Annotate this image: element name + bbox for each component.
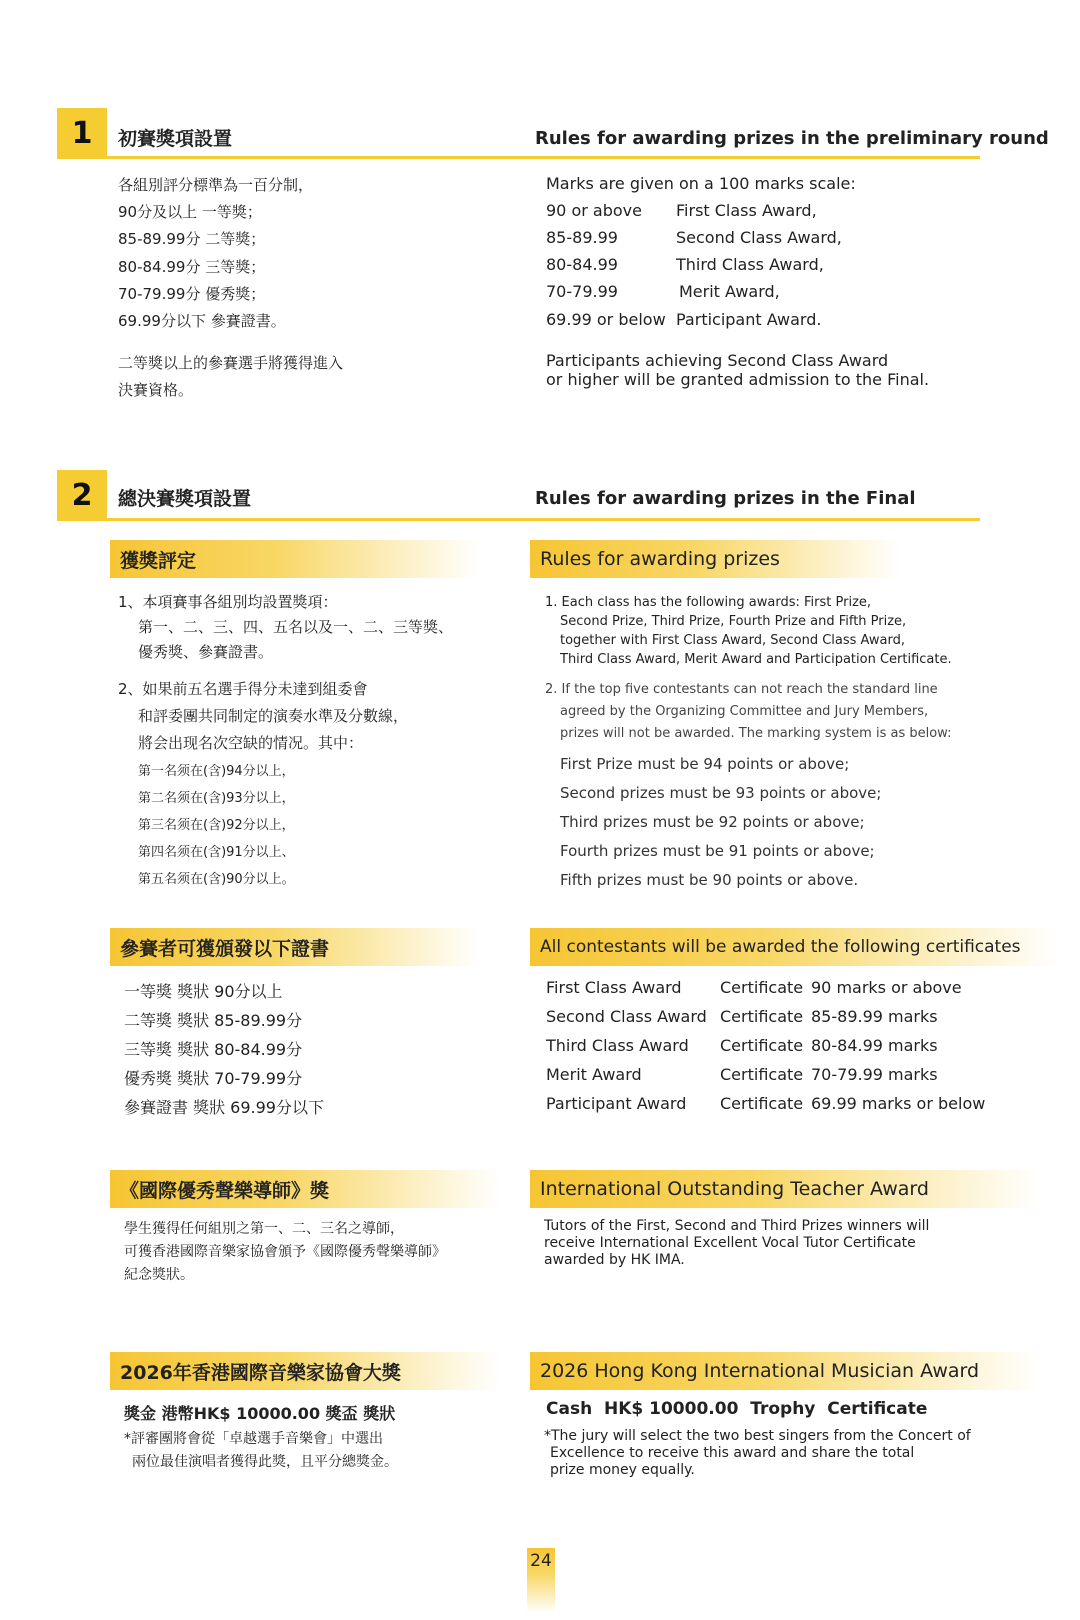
en-sub-line: Fourth prizes must be 91 points or above; bbox=[560, 842, 875, 860]
cn-rule-line: 90分及以上 一等獎； bbox=[118, 203, 262, 222]
en-award: Participant Award. bbox=[676, 310, 822, 329]
en-note-line: Participants achieving Second Class Award bbox=[546, 351, 889, 370]
en-sub-line: First Prize must be 94 points or above; bbox=[560, 755, 850, 773]
cn-note-line: 決賽資格。 bbox=[118, 381, 194, 399]
section-1-en-intro: Marks are given on a 100 marks scale: bbox=[546, 174, 856, 193]
grand-band-cn: 2026年香港國際音樂家協會大獎 bbox=[110, 1352, 500, 1390]
grand-cn-note-line: *評審團將會從「卓越選手音樂會」中選出 bbox=[124, 1431, 383, 1447]
cert-type: Certificate bbox=[720, 978, 804, 997]
cn-sub-line: 第三名须在(含)92分以上， bbox=[138, 818, 295, 833]
section-1-title-cn: 初賽獎項設置 bbox=[118, 128, 233, 150]
en-award: Merit Award, bbox=[679, 282, 780, 301]
cn-cert-line: 二等獎 獎狀 85-89.99分 bbox=[124, 1011, 303, 1030]
grand-cn-note bbox=[124, 1428, 398, 1474]
awards-en-item-2-sub bbox=[560, 750, 881, 895]
cert-marks: 85-89.99 marks bbox=[811, 1007, 938, 1026]
cn-cert-line: 參賽證書 獎狀 69.99分以下 bbox=[124, 1098, 324, 1117]
cert-type: Certificate bbox=[720, 1094, 804, 1113]
en-range: 70-79.99 bbox=[546, 282, 618, 301]
en-range: 80-84.99 bbox=[546, 255, 618, 274]
en-item-line: Second Prize, Third Prize, Fourth Prize and Fifth Prize, bbox=[560, 614, 907, 629]
awards-cn-item-2-sub bbox=[138, 758, 295, 893]
cn-item-line: 1、本項賽事各組別均設置獎項： bbox=[118, 593, 338, 611]
grand-en-note bbox=[544, 1428, 971, 1479]
en-item-line: together with First Class Award, Second Class Award, bbox=[560, 633, 906, 648]
grand-en-note-line: prize money equally. bbox=[550, 1462, 695, 1478]
cn-rule-line: 各組別評分標準為一百分制， bbox=[118, 176, 314, 194]
section-1-title-en: Rules for awarding prizes in the preliminary round bbox=[535, 128, 1049, 149]
en-award: Third Class Award, bbox=[676, 255, 824, 274]
section-2-title-en: Rules for awarding prizes in the Final bbox=[535, 488, 916, 509]
en-item-line: 1. Each class has the following awards: First Prize, bbox=[545, 595, 872, 610]
teacher-cn-line: 學生獲得任何組別之第一、二、三名之導師， bbox=[124, 1221, 404, 1237]
en-item-line: prizes will not be awarded. The marking system is as below: bbox=[560, 726, 952, 741]
section-1-cn-note bbox=[118, 350, 343, 404]
awards-cn-item-1 bbox=[118, 590, 453, 665]
cn-cert-line: 優秀獎 獎狀 70-79.99分 bbox=[124, 1069, 303, 1088]
cn-rule-line: 85-89.99分 二等獎； bbox=[118, 230, 266, 249]
cn-sub-line: 第二名须在(含)93分以上， bbox=[138, 791, 295, 806]
teacher-en-line: receive International Excellent Vocal Tutor Certificate bbox=[544, 1235, 916, 1251]
cert-marks: 70-79.99 marks bbox=[811, 1065, 938, 1084]
teacher-band-en: International Outstanding Teacher Award bbox=[530, 1170, 1040, 1208]
cert-type: Certificate bbox=[720, 1007, 804, 1026]
section-1-en-note bbox=[546, 351, 929, 389]
en-sub-line: Fifth prizes must be 90 points or above. bbox=[560, 871, 859, 889]
cn-rule-line: 69.99分以下 參賽證書。 bbox=[118, 312, 286, 331]
en-item-line: agreed by the Organizing Committee and Jury Members, bbox=[560, 704, 929, 719]
section-2-title-cn: 總決賽獎項設置 bbox=[118, 488, 252, 510]
section-1-number: 1 bbox=[57, 108, 107, 158]
certificates-band-cn: 參賽者可獲頒發以下證書 bbox=[110, 928, 480, 966]
awards-en-item-2 bbox=[545, 679, 951, 745]
page-number: 24 bbox=[527, 1548, 555, 1613]
cert-type: Certificate bbox=[720, 1065, 804, 1084]
grand-cn-note-line: 兩位最佳演唱者獲得此獎，且平分總獎金。 bbox=[132, 1454, 398, 1470]
cert-marks: 90 marks or above bbox=[811, 978, 962, 997]
grand-en-note-line: *The jury will select the two best singers from the Concert of bbox=[544, 1428, 971, 1444]
en-sub-line: Second prizes must be 93 points or above; bbox=[560, 784, 882, 802]
cn-item-line: 和評委團共同制定的演奏水準及分數線， bbox=[138, 707, 409, 725]
en-range: 90 or above bbox=[546, 201, 642, 220]
section-1-cn-rules bbox=[118, 172, 313, 335]
cn-note-line: 二等獎以上的參賽選手將獲得進入 bbox=[118, 354, 344, 372]
section-2-divider bbox=[57, 518, 980, 521]
en-item-line: Third Class Award, Merit Award and Participation Certificate. bbox=[560, 652, 952, 667]
certificates-cn-list bbox=[124, 977, 324, 1122]
cn-cert-line: 一等獎 獎狀 90分以上 bbox=[124, 982, 283, 1001]
cert-award: Participant Award bbox=[546, 1094, 687, 1113]
cn-sub-line: 第四名须在(含)91分以上、 bbox=[138, 845, 295, 860]
cert-award: Second Class Award bbox=[546, 1007, 707, 1026]
grand-band-en: 2026 Hong Kong International Musician Award bbox=[530, 1352, 1040, 1390]
teacher-cn-line: 可獲香港國際音樂家協會頒予《國際優秀聲樂導師》 bbox=[124, 1244, 446, 1260]
en-award: First Class Award, bbox=[676, 201, 817, 220]
en-award: Second Class Award, bbox=[676, 228, 842, 247]
awards-en-item-1 bbox=[545, 593, 952, 669]
section-1-divider bbox=[57, 156, 980, 159]
cert-award: Third Class Award bbox=[546, 1036, 689, 1055]
awards-cn-item-2 bbox=[118, 676, 408, 757]
grand-en-prize: Cash HK$ 10000.00 Trophy Certificate bbox=[546, 1399, 928, 1419]
cn-cert-line: 三等獎 獎狀 80-84.99分 bbox=[124, 1040, 303, 1059]
cn-sub-line: 第一名须在(含)94分以上， bbox=[138, 764, 295, 779]
en-item-line: 2. If the top five contestants can not reach the standard line bbox=[545, 682, 938, 697]
cert-marks: 69.99 marks or below bbox=[811, 1094, 986, 1113]
cn-item-line: 將会出现名次空缺的情况。其中： bbox=[138, 734, 364, 752]
teacher-cn-line: 紀念獎狀。 bbox=[124, 1267, 194, 1283]
en-sub-line: Third prizes must be 92 points or above; bbox=[560, 813, 865, 831]
en-range: 85-89.99 bbox=[546, 228, 618, 247]
certificates-band-en: All contestants will be awarded the following certificates bbox=[530, 928, 1060, 966]
cert-marks: 80-84.99 marks bbox=[811, 1036, 938, 1055]
en-note-line: or higher will be granted admission to the Final. bbox=[546, 370, 930, 389]
awards-band-en: Rules for awarding prizes bbox=[530, 540, 900, 578]
teacher-band-cn: 《國際優秀聲樂導師》獎 bbox=[110, 1170, 500, 1208]
teacher-en-line: Tutors of the First, Second and Third Prizes winners will bbox=[544, 1218, 930, 1234]
cn-sub-line: 第五名须在(含)90分以上。 bbox=[138, 872, 295, 887]
en-range: 69.99 or below bbox=[546, 310, 666, 329]
teacher-en-line: awarded by HK IMA. bbox=[544, 1252, 685, 1268]
cn-item-line: 第一、二、三、四、五名以及一、二、三等獎、 bbox=[138, 618, 454, 636]
awards-band-cn: 獲獎評定 bbox=[110, 540, 480, 578]
cn-rule-line: 70-79.99分 優秀獎； bbox=[118, 284, 266, 303]
grand-cn-prize: 獎金 港幣HK$ 10000.00 獎盃 獎狀 bbox=[124, 1404, 396, 1423]
section-2-number: 2 bbox=[57, 470, 107, 520]
cert-award: First Class Award bbox=[546, 978, 682, 997]
cn-rule-line: 80-84.99分 三等獎； bbox=[118, 257, 266, 276]
teacher-cn-text bbox=[124, 1218, 446, 1287]
cn-item-line: 優秀獎、參賽證書。 bbox=[138, 643, 274, 661]
cert-award: Merit Award bbox=[546, 1065, 642, 1084]
teacher-en-text bbox=[544, 1218, 929, 1269]
grand-en-note-line: Excellence to receive this award and share the total bbox=[550, 1445, 915, 1461]
cert-type: Certificate bbox=[720, 1036, 804, 1055]
cn-item-line: 2、如果前五名選手得分未達到組委會 bbox=[118, 680, 368, 698]
